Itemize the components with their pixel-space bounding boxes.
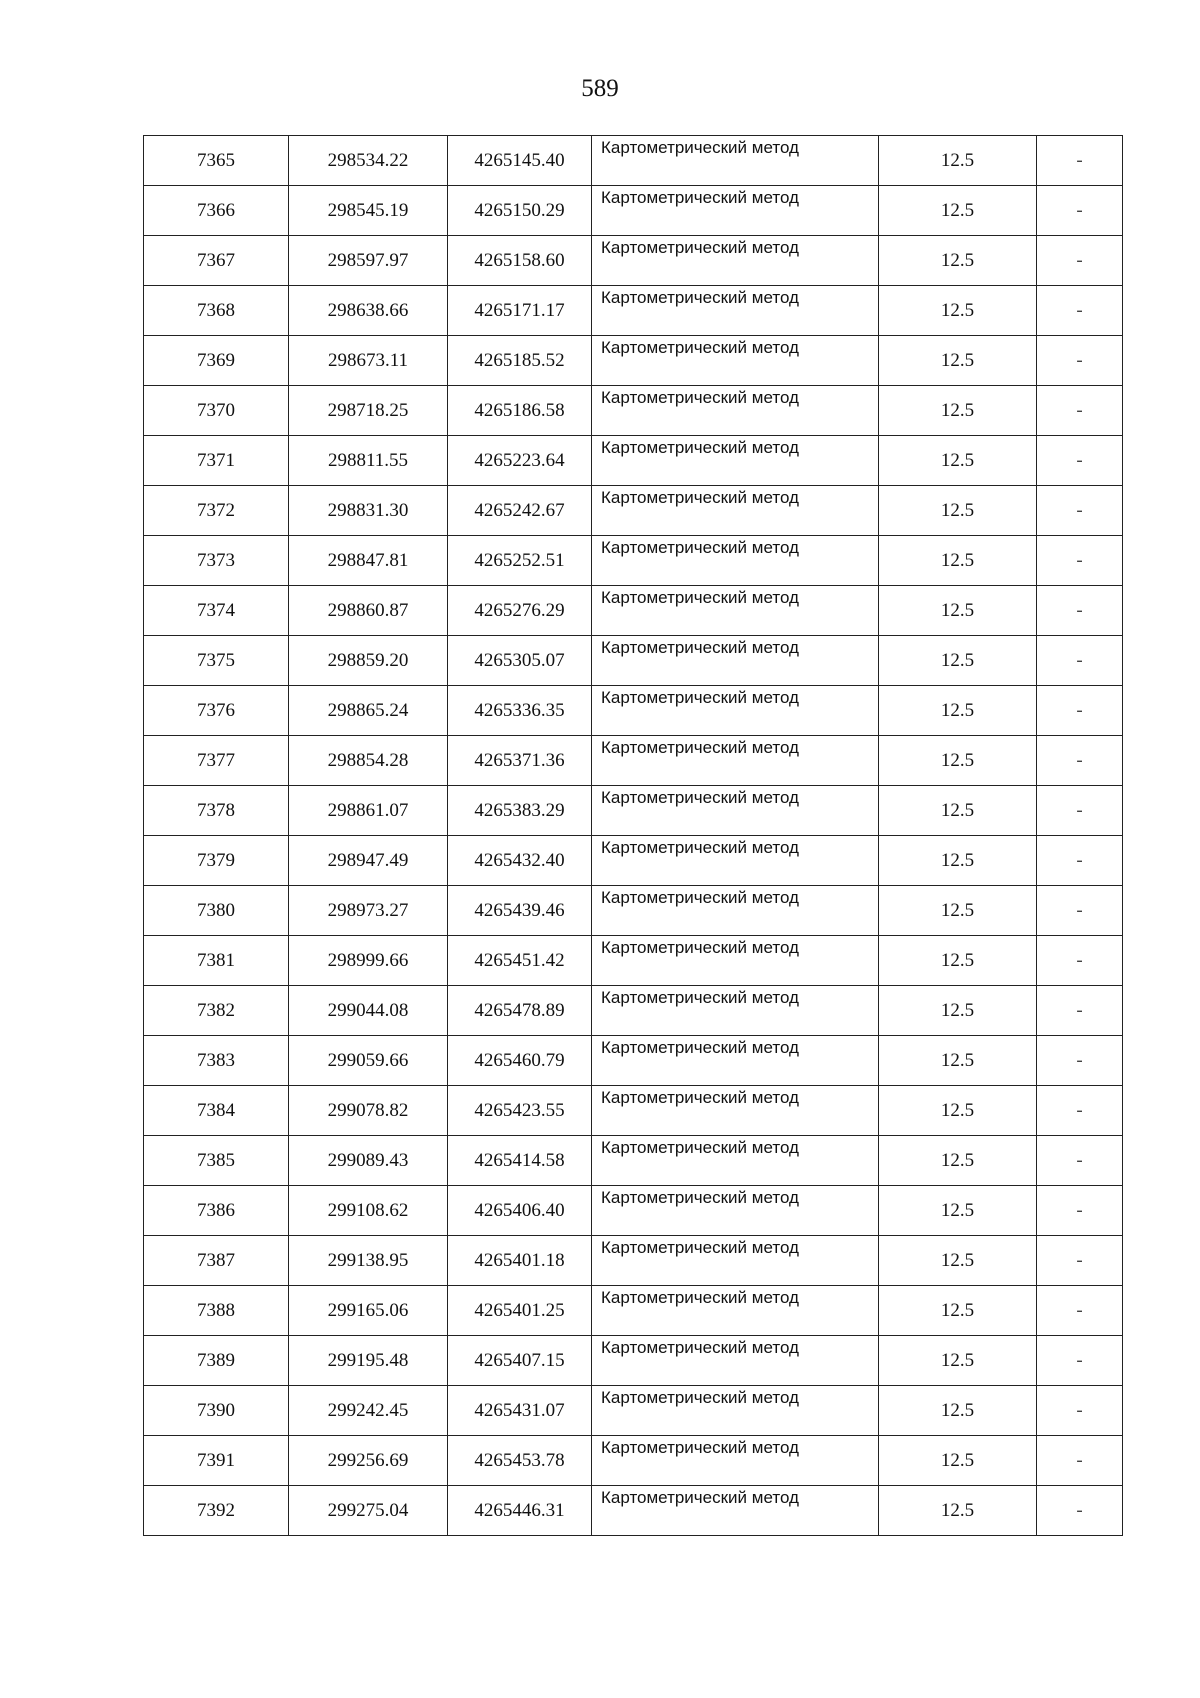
method-cell: Картометрический метод: [592, 436, 879, 486]
y-coordinate-cell: 4265406.40: [448, 1186, 592, 1236]
x-coordinate-cell: 299138.95: [289, 1236, 448, 1286]
method-cell: Картометрический метод: [592, 586, 879, 636]
note-cell: -: [1037, 186, 1123, 236]
y-coordinate-cell: 4265478.89: [448, 986, 592, 1036]
y-coordinate-cell: 4265150.29: [448, 186, 592, 236]
y-coordinate-cell: 4265185.52: [448, 336, 592, 386]
x-coordinate-cell: 298847.81: [289, 536, 448, 586]
accuracy-cell: 12.5: [879, 1136, 1037, 1186]
accuracy-cell: 12.5: [879, 786, 1037, 836]
table-row: [144, 286, 1123, 336]
method-cell: Картометрический метод: [592, 736, 879, 786]
y-coordinate-cell: 4265305.07: [448, 636, 592, 686]
y-coordinate-cell: 4265414.58: [448, 1136, 592, 1186]
accuracy-cell: 12.5: [879, 1086, 1037, 1136]
y-coordinate-cell: 4265401.25: [448, 1286, 592, 1336]
x-coordinate-cell: 298718.25: [289, 386, 448, 436]
table-row: [144, 836, 1123, 886]
x-coordinate-cell: 298999.66: [289, 936, 448, 986]
table-row: [144, 986, 1123, 1036]
table-row: [144, 736, 1123, 786]
x-coordinate-cell: 299242.45: [289, 1386, 448, 1436]
y-coordinate-cell: 4265223.64: [448, 436, 592, 486]
x-coordinate-cell: 298861.07: [289, 786, 448, 836]
method-cell: Картометрический метод: [592, 1286, 879, 1336]
table-row: [144, 1136, 1123, 1186]
table-row: [144, 336, 1123, 386]
y-coordinate-cell: 4265252.51: [448, 536, 592, 586]
method-cell: Картометрический метод: [592, 236, 879, 286]
point-id-cell: 7380: [144, 886, 289, 936]
note-cell: -: [1037, 736, 1123, 786]
x-coordinate-cell: 298545.19: [289, 186, 448, 236]
x-coordinate-cell: 298854.28: [289, 736, 448, 786]
y-coordinate-cell: 4265276.29: [448, 586, 592, 636]
point-id-cell: 7375: [144, 636, 289, 686]
method-cell: Картометрический метод: [592, 1036, 879, 1086]
accuracy-cell: 12.5: [879, 286, 1037, 336]
note-cell: -: [1037, 386, 1123, 436]
table-row: [144, 786, 1123, 836]
method-cell: Картометрический метод: [592, 1086, 879, 1136]
accuracy-cell: 12.5: [879, 386, 1037, 436]
method-cell: Картометрический метод: [592, 636, 879, 686]
x-coordinate-cell: 299165.06: [289, 1286, 448, 1336]
coordinates-table: [143, 135, 1123, 1536]
accuracy-cell: 12.5: [879, 986, 1037, 1036]
point-id-cell: 7392: [144, 1486, 289, 1536]
note-cell: -: [1037, 1036, 1123, 1086]
note-cell: -: [1037, 836, 1123, 886]
accuracy-cell: 12.5: [879, 1386, 1037, 1436]
note-cell: -: [1037, 1336, 1123, 1386]
y-coordinate-cell: 4265186.58: [448, 386, 592, 436]
y-coordinate-cell: 4265242.67: [448, 486, 592, 536]
accuracy-cell: 12.5: [879, 1486, 1037, 1536]
x-coordinate-cell: 299195.48: [289, 1336, 448, 1386]
x-coordinate-cell: 299275.04: [289, 1486, 448, 1536]
x-coordinate-cell: 298831.30: [289, 486, 448, 536]
method-cell: Картометрический метод: [592, 136, 879, 186]
point-id-cell: 7386: [144, 1186, 289, 1236]
table-row: [144, 686, 1123, 736]
y-coordinate-cell: 4265453.78: [448, 1436, 592, 1486]
point-id-cell: 7365: [144, 136, 289, 186]
method-cell: Картометрический метод: [592, 286, 879, 336]
table-row: [144, 1036, 1123, 1086]
method-cell: Картометрический метод: [592, 986, 879, 1036]
accuracy-cell: 12.5: [879, 936, 1037, 986]
method-cell: Картометрический метод: [592, 1486, 879, 1536]
table-row: [144, 386, 1123, 436]
note-cell: -: [1037, 1136, 1123, 1186]
point-id-cell: 7382: [144, 986, 289, 1036]
note-cell: -: [1037, 236, 1123, 286]
table-row: [144, 1286, 1123, 1336]
point-id-cell: 7372: [144, 486, 289, 536]
note-cell: -: [1037, 536, 1123, 586]
method-cell: Картометрический метод: [592, 836, 879, 886]
note-cell: -: [1037, 636, 1123, 686]
point-id-cell: 7378: [144, 786, 289, 836]
accuracy-cell: 12.5: [879, 1036, 1037, 1086]
point-id-cell: 7390: [144, 1386, 289, 1436]
y-coordinate-cell: 4265371.36: [448, 736, 592, 786]
table-row: [144, 936, 1123, 986]
table-row: [144, 586, 1123, 636]
table-row: [144, 886, 1123, 936]
y-coordinate-cell: 4265423.55: [448, 1086, 592, 1136]
y-coordinate-cell: 4265432.40: [448, 836, 592, 886]
method-cell: Картометрический метод: [592, 886, 879, 936]
y-coordinate-cell: 4265336.35: [448, 686, 592, 736]
accuracy-cell: 12.5: [879, 486, 1037, 536]
method-cell: Картометрический метод: [592, 186, 879, 236]
accuracy-cell: 12.5: [879, 636, 1037, 686]
table-row: [144, 486, 1123, 536]
method-cell: Картометрический метод: [592, 1186, 879, 1236]
x-coordinate-cell: 298947.49: [289, 836, 448, 886]
x-coordinate-cell: 298638.66: [289, 286, 448, 336]
y-coordinate-cell: 4265383.29: [448, 786, 592, 836]
accuracy-cell: 12.5: [879, 1336, 1037, 1386]
point-id-cell: 7381: [144, 936, 289, 986]
point-id-cell: 7384: [144, 1086, 289, 1136]
y-coordinate-cell: 4265171.17: [448, 286, 592, 336]
note-cell: -: [1037, 986, 1123, 1036]
table-row: [144, 1386, 1123, 1436]
accuracy-cell: 12.5: [879, 736, 1037, 786]
point-id-cell: 7377: [144, 736, 289, 786]
table-row: [144, 136, 1123, 186]
x-coordinate-cell: 298597.97: [289, 236, 448, 286]
point-id-cell: 7374: [144, 586, 289, 636]
method-cell: Картометрический метод: [592, 1386, 879, 1436]
y-coordinate-cell: 4265446.31: [448, 1486, 592, 1536]
x-coordinate-cell: 298673.11: [289, 336, 448, 386]
method-cell: Картометрический метод: [592, 1136, 879, 1186]
accuracy-cell: 12.5: [879, 236, 1037, 286]
y-coordinate-cell: 4265460.79: [448, 1036, 592, 1086]
accuracy-cell: 12.5: [879, 536, 1037, 586]
accuracy-cell: 12.5: [879, 1186, 1037, 1236]
accuracy-cell: 12.5: [879, 886, 1037, 936]
table-row: [144, 1236, 1123, 1286]
y-coordinate-cell: 4265145.40: [448, 136, 592, 186]
accuracy-cell: 12.5: [879, 836, 1037, 886]
x-coordinate-cell: 298973.27: [289, 886, 448, 936]
x-coordinate-cell: 298865.24: [289, 686, 448, 736]
table-row: [144, 186, 1123, 236]
method-cell: Картометрический метод: [592, 336, 879, 386]
method-cell: Картометрический метод: [592, 936, 879, 986]
accuracy-cell: 12.5: [879, 586, 1037, 636]
note-cell: -: [1037, 786, 1123, 836]
accuracy-cell: 12.5: [879, 186, 1037, 236]
note-cell: -: [1037, 1486, 1123, 1536]
note-cell: -: [1037, 686, 1123, 736]
note-cell: -: [1037, 286, 1123, 336]
table-row: [144, 1336, 1123, 1386]
point-id-cell: 7391: [144, 1436, 289, 1486]
y-coordinate-cell: 4265439.46: [448, 886, 592, 936]
accuracy-cell: 12.5: [879, 336, 1037, 386]
point-id-cell: 7369: [144, 336, 289, 386]
point-id-cell: 7367: [144, 236, 289, 286]
note-cell: -: [1037, 436, 1123, 486]
y-coordinate-cell: 4265431.07: [448, 1386, 592, 1436]
point-id-cell: 7373: [144, 536, 289, 586]
method-cell: Картометрический метод: [592, 386, 879, 436]
method-cell: Картометрический метод: [592, 536, 879, 586]
point-id-cell: 7368: [144, 286, 289, 336]
note-cell: -: [1037, 936, 1123, 986]
note-cell: -: [1037, 1236, 1123, 1286]
point-id-cell: 7371: [144, 436, 289, 486]
table-row: [144, 1436, 1123, 1486]
x-coordinate-cell: 299044.08: [289, 986, 448, 1036]
page-number: 589: [581, 75, 619, 102]
accuracy-cell: 12.5: [879, 436, 1037, 486]
x-coordinate-cell: 299059.66: [289, 1036, 448, 1086]
point-id-cell: 7376: [144, 686, 289, 736]
x-coordinate-cell: 298860.87: [289, 586, 448, 636]
y-coordinate-cell: 4265407.15: [448, 1336, 592, 1386]
point-id-cell: 7387: [144, 1236, 289, 1286]
note-cell: -: [1037, 1286, 1123, 1336]
x-coordinate-cell: 298534.22: [289, 136, 448, 186]
table-row: [144, 636, 1123, 686]
accuracy-cell: 12.5: [879, 136, 1037, 186]
x-coordinate-cell: 298811.55: [289, 436, 448, 486]
accuracy-cell: 12.5: [879, 1236, 1037, 1286]
method-cell: Картометрический метод: [592, 1436, 879, 1486]
method-cell: Картометрический метод: [592, 486, 879, 536]
note-cell: -: [1037, 1436, 1123, 1486]
y-coordinate-cell: 4265401.18: [448, 1236, 592, 1286]
point-id-cell: 7389: [144, 1336, 289, 1386]
x-coordinate-cell: 298859.20: [289, 636, 448, 686]
table-body: [144, 136, 1123, 1536]
x-coordinate-cell: 299089.43: [289, 1136, 448, 1186]
table-row: [144, 1186, 1123, 1236]
point-id-cell: 7370: [144, 386, 289, 436]
note-cell: -: [1037, 886, 1123, 936]
method-cell: Картометрический метод: [592, 1336, 879, 1386]
accuracy-cell: 12.5: [879, 686, 1037, 736]
x-coordinate-cell: 299078.82: [289, 1086, 448, 1136]
table-row: [144, 536, 1123, 586]
y-coordinate-cell: 4265451.42: [448, 936, 592, 986]
note-cell: -: [1037, 486, 1123, 536]
point-id-cell: 7366: [144, 186, 289, 236]
y-coordinate-cell: 4265158.60: [448, 236, 592, 286]
accuracy-cell: 12.5: [879, 1436, 1037, 1486]
x-coordinate-cell: 299256.69: [289, 1436, 448, 1486]
note-cell: -: [1037, 1086, 1123, 1136]
table-row: [144, 236, 1123, 286]
note-cell: -: [1037, 336, 1123, 386]
table-row: [144, 436, 1123, 486]
note-cell: -: [1037, 1386, 1123, 1436]
point-id-cell: 7379: [144, 836, 289, 886]
method-cell: Картометрический метод: [592, 786, 879, 836]
accuracy-cell: 12.5: [879, 1286, 1037, 1336]
point-id-cell: 7388: [144, 1286, 289, 1336]
point-id-cell: 7383: [144, 1036, 289, 1086]
method-cell: Картометрический метод: [592, 686, 879, 736]
x-coordinate-cell: 299108.62: [289, 1186, 448, 1236]
note-cell: -: [1037, 136, 1123, 186]
table-row: [144, 1086, 1123, 1136]
table-row: [144, 1486, 1123, 1536]
note-cell: -: [1037, 1186, 1123, 1236]
note-cell: -: [1037, 586, 1123, 636]
point-id-cell: 7385: [144, 1136, 289, 1186]
method-cell: Картометрический метод: [592, 1236, 879, 1286]
